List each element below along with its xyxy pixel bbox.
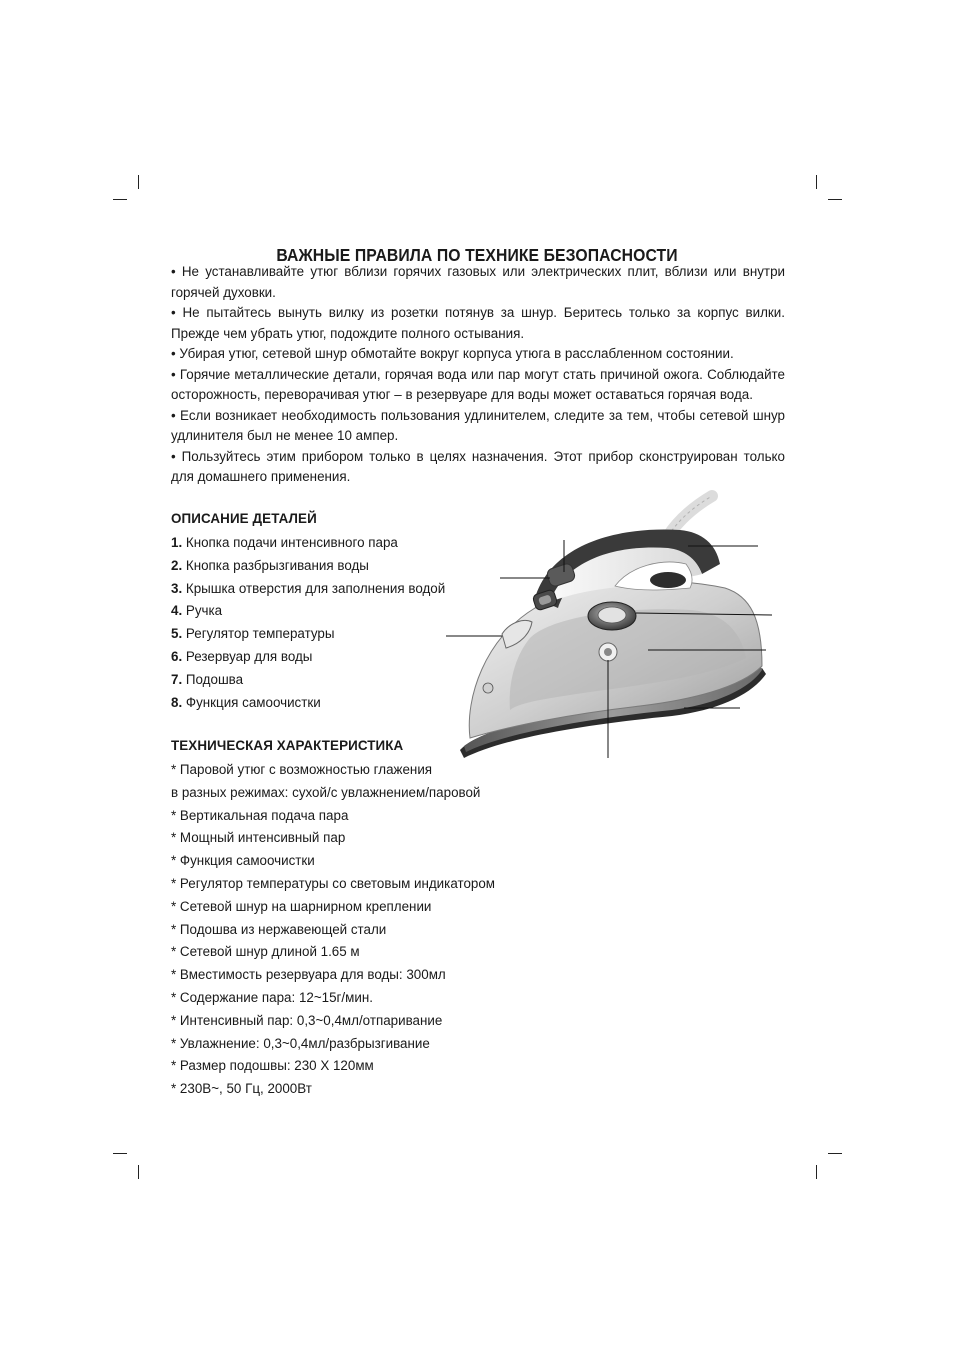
list-item: * Интенсивный пар: 0,3~0,4мл/отпаривание — [171, 1012, 443, 1028]
parts-list — [171, 532, 445, 714]
list-item: * Сетевой шнур длиной 1.65 м — [171, 944, 360, 960]
page-title: ВАЖНЫЕ ПРАВИЛА ПО ТЕХНИКЕ БЕЗОПАСНОСТИ — [276, 244, 678, 265]
list-item: 7. Подошва — [171, 671, 244, 687]
list-item: * Увлажнение: 0,3~0,4мл/разбрызгивание — [171, 1035, 430, 1051]
list-item: 3. Крышка отверстия для заполнения водой — [171, 580, 446, 596]
steam-iron-illustration — [440, 488, 780, 768]
list-item: * Содержание пара: 12~15г/мин. — [171, 989, 373, 1005]
list-item: * Подошва из нержавеющей стали — [171, 921, 387, 937]
list-item: * Регулятор температуры со световым индикатором — [171, 875, 495, 891]
rule-item: • Не пытайтесь вынуть вилку из розетки потянув за шнур. Беритесь только за корпус вилки. Прежде чем убрать утюг, подождите полного остывания. — [171, 305, 785, 341]
list-item: * Мощный интенсивный пар — [171, 830, 346, 846]
parts-heading: ОПИСАНИЕ ДЕТАЛЕЙ — [171, 511, 317, 526]
crop-mark — [138, 175, 139, 189]
crop-mark — [816, 1165, 817, 1179]
crop-mark — [113, 1153, 127, 1154]
list-item: * 230В~, 50 Гц, 2000Вт — [171, 1081, 312, 1097]
crop-mark — [828, 1153, 842, 1154]
list-item: * Вместимость резервуара для воды: 300мл — [171, 967, 446, 983]
list-item: 4. Ручка — [171, 603, 223, 619]
list-item: в разных режимах: сухой/с увлажнением/паровой — [171, 784, 481, 800]
list-item: 5. Регулятор температуры — [171, 626, 335, 642]
specs-heading: ТЕХНИЧЕСКАЯ ХАРАКТЕРИСТИКА — [171, 738, 404, 753]
crop-mark — [138, 1165, 139, 1179]
list-item: * Размер подошвы: 230 Х 120мм — [171, 1058, 374, 1074]
rule-item: • Не устанавливайте утюг вблизи горячих газовых или электрических плит, вблизи или внутри горячей духовки. — [171, 264, 785, 300]
crop-mark — [113, 199, 127, 200]
list-item: 6. Резервуар для воды — [171, 648, 313, 664]
rule-item: • Убирая утюг, сетевой шнур обмотайте вокруг корпуса утюга в расслабленном состоянии. — [171, 346, 734, 361]
rule-item: • Горячие металлические детали, горячая вода или пар могут стать причиной ожога. Соблюдайте осторожность, переворачивая утюг – в резервуаре для воды может оставаться горячая вода. — [171, 366, 785, 402]
safety-rules — [171, 262, 785, 488]
rule-item: • Если возникает необходимость пользования удлинителем, следите за тем, чтобы сетевой шнур удлинителя был не менее 10 ампер. — [171, 407, 785, 443]
list-item: 1. Кнопка подачи интенсивного пара — [171, 535, 398, 550]
crop-mark — [828, 199, 842, 200]
list-item: 2. Кнопка разбрызгивания воды — [171, 557, 369, 573]
list-item: * Функция самоочистки — [171, 853, 315, 869]
rule-item: • Пользуйтесь этим прибором только в целях назначения. Этот прибор сконструирован только для домашнего применения. — [171, 448, 785, 484]
list-item: * Сетевой шнур на шарнирном креплении — [171, 898, 432, 914]
list-item: * Вертикальная подача пара — [171, 807, 349, 823]
crop-mark — [816, 175, 817, 189]
list-item: * Паровой утюг с возможностью глажения — [171, 762, 433, 777]
specs-list — [171, 759, 495, 1101]
list-item: 8. Функция самоочистки — [171, 694, 321, 710]
